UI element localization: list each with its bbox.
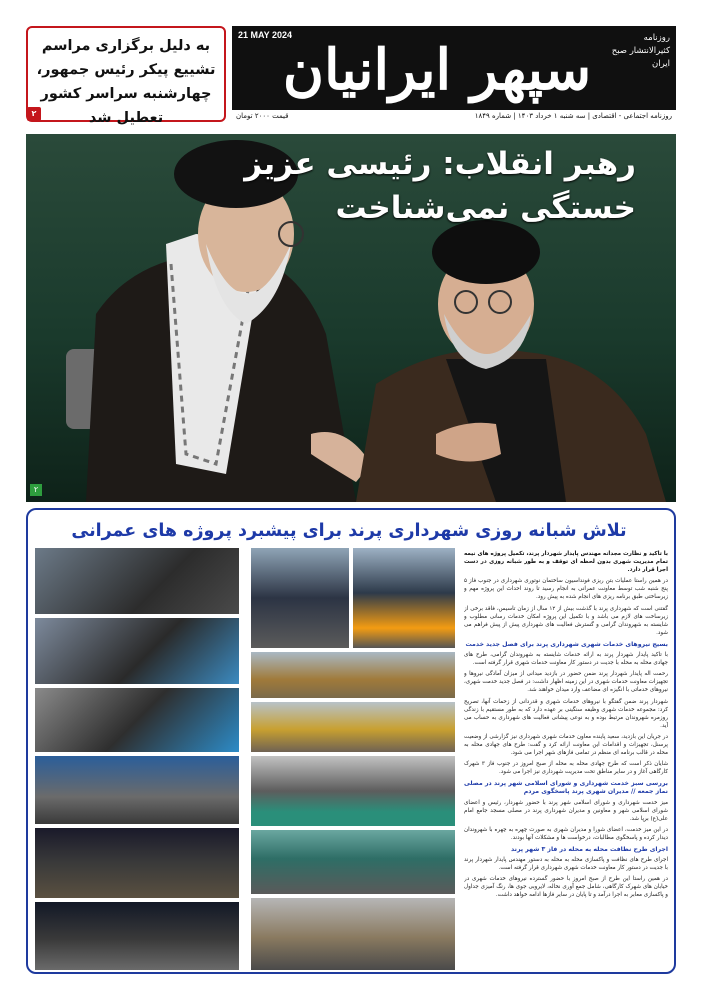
- hero-photo: [26, 134, 676, 502]
- article-paragraph: در این میز خدمت، اعضای شورا و مدیران شهری به صورت چهره به چهره با شهروندان دیدار کرده و پاسخگوی مطالبات، درخواست ها و مشکلات آنها بودند.: [464, 826, 668, 841]
- photo-workers-vests: [352, 547, 456, 649]
- photo-trucks: [250, 829, 456, 895]
- article-frame: [26, 508, 676, 974]
- photo-construction-rebar: [34, 755, 240, 825]
- photo-grid-middle: [250, 547, 456, 971]
- article-paragraph: شهردار پرند ضمن گفتگو با نیروهای خدمات شهری و قدردانی از زحمات آنها، تصریح کرد: مجموعه خدمات شهری وظیفه سنگینی بر عهده دارد که به طور مستقیم با زندگی روزمره شهروندان مرتبط بوده و به نوعی پیشانی فعالیت های شهرداری به حساب می آید.: [464, 698, 668, 729]
- notice-box: [26, 26, 226, 126]
- article-paragraph: در همین راستا عملیات بتن ریزی فونداسیون ساختمان نوتوری شهرداری در جنوب فاز ۵ پنج شنبه شب توسط معاونت عمرانی به انجام رسید تا روند احداث این پروژه مهم و زیرساختی طبق برنامه ریزی های انجام شده به پیش رود.: [464, 578, 668, 601]
- article-paragraph: گفتنی است که شهرداری پرند با گذشت بیش از ۱۲ سال از زمان تاسیس، فاقد برخی از زیرساخت های لازم می باشد و با تکمیل این پروژه امکان خدمات رسانی مطلوب و شایسته به شهروندان گرامی و گسترش فعالیت های شهرداری پیش از پیش فراهم می شود.: [464, 605, 668, 636]
- photo-drain-cleaning: [250, 897, 456, 971]
- article-body: [464, 550, 668, 970]
- photo-mayor-group: [250, 547, 350, 649]
- masthead: [232, 26, 676, 122]
- article-lead: با تاکید و نظارت مجدانه مهندس پایدار شهردار پرند، تکمیل پروژه های نیمه تمام مدیریت شهری بدون لحظه ای توقف و به طور شبانه روزی در دست اجرا قرار دارد.: [464, 551, 668, 574]
- hero-page-number: ۲: [30, 484, 42, 496]
- photo-street-cleaning: [250, 755, 456, 827]
- photo-loaders: [250, 651, 456, 699]
- article-subheading: بسیج نیروهای خدمات شهری شهرداری پرند برای فصل جدید خدمت: [465, 640, 668, 648]
- notice-page-number: ۲: [27, 107, 41, 121]
- article-paragraph: در همین راستا این طرح از صبح امروز با حضور گسترده نیروهای خدمات شهری در خیابان های شهرک کارگاهی، شامل جمع آوری نخاله، لایروبی جوی ها، رنگ آمیزی جداول و پاکسازی معابر به اجرا درآمد و تا پایان در سایر فازها ادامه خواهد داشت.: [464, 876, 668, 899]
- photo-night-concrete: [34, 827, 240, 899]
- masthead-info-bar: [232, 110, 676, 122]
- photo-night-foundation: [34, 901, 240, 971]
- article-subheading: بررسی سبز خدمت شهرداری و شورای اسلامی شهر پرند در مصلی نماز جمعه // مدیران شهری پرند پاسخگوی مردم: [464, 780, 668, 796]
- photo-service-desk: [34, 687, 240, 753]
- article-paragraph: در جریان این بازدید، سعید پاینده معاون خدمات شهری شهرداری نیز گزارشی از وضعیت پرسنل، تجهیزات و اقدامات این معاونت ارائه کرد و گفت: طرح های جهادی محله به محله در قالب برنامه ای منظم در تمامی فازهای شهر اجرا می شود.: [464, 733, 668, 757]
- article-paragraph: شایان ذکر است که طرح جهادی محله به محله از صبح امروز در جنوب فاز ۳ شهرک کارگاهی آغاز و در سایر مناطق تحت مدیریت شهرداری نیز اجرا می شود.: [464, 761, 668, 776]
- photo-cleric-meeting: [34, 617, 240, 685]
- newspaper-logo: سپهر ایرانیان: [282, 37, 592, 103]
- masthead-date: 21 MAY 2024: [238, 30, 293, 40]
- article-subheading: اجرای طرح نظافت محله به محله در فاز ۳ شهر پرند: [511, 846, 668, 853]
- issue-info: روزنامه اجتماعی - اقتصادی | سه شنبه ۱ خرداد ۱۴۰۳ | شماره ۱۸۴۹: [474, 112, 672, 120]
- article-paragraph: میز خدمت شهرداری و شورای اسلامی شهر پرند با حضور شهردار، رئیس و اعضای شورای اسلامی شهر و معاونین و مدیران شهرداری پرند در مصلی مسجد جامع امام علی(ع) برپا شد.: [464, 799, 668, 822]
- photo-grid-left: [34, 547, 240, 971]
- photo-officials-meeting: [34, 547, 240, 615]
- notice-text: به دلیل برگزاری مراسم تشییع پیکر رئیس جمهور، چهارشنبه سراسر کشور تعطیل شد: [36, 38, 216, 126]
- hero-headline: رهبر انقلاب: رئیسی عزیز خستگی نمی‌شناخت: [244, 146, 636, 226]
- article-paragraph: رحمت اله پایدار شهردار پرند ضمن حضور در بازدید میدانی از میزان آمادگی نیروها و تجهیزات معاونت خدمات شهری در این زمینه اظهار داشت: در فصل جدید خدمت شهری، نیروهای خدماتی با انگیزه ای مضاعف وارد میدان خواهند شد.: [464, 671, 668, 694]
- photo-road-work: [250, 701, 456, 753]
- article-paragraph: با تاکید پایدار شهردار پرند به ارائه خدمات شایسته به شهروندان گرامی، طرح های جهادی محله به محله با جدیت در دستور کار معاونت خدمات شهری قرار گرفته است.: [464, 652, 668, 667]
- article-paragraph: اجرای طرح های نظافت و پاکسازی محله به محله به دستور مهندس پایدار شهردار پرند با جدیت در دستور کار معاونت خدمات شهری شهرداری قرار گرفته است.: [464, 857, 668, 872]
- masthead-tagline: روزنامه کثیرالانتشار صبح ایران: [611, 33, 670, 69]
- price-label: قیمت ۲۰۰۰ تومان: [236, 112, 289, 120]
- article-title: تلاش شبانه روزی شهرداری پرند برای پیشبرد پروژه های عمرانی: [71, 521, 627, 541]
